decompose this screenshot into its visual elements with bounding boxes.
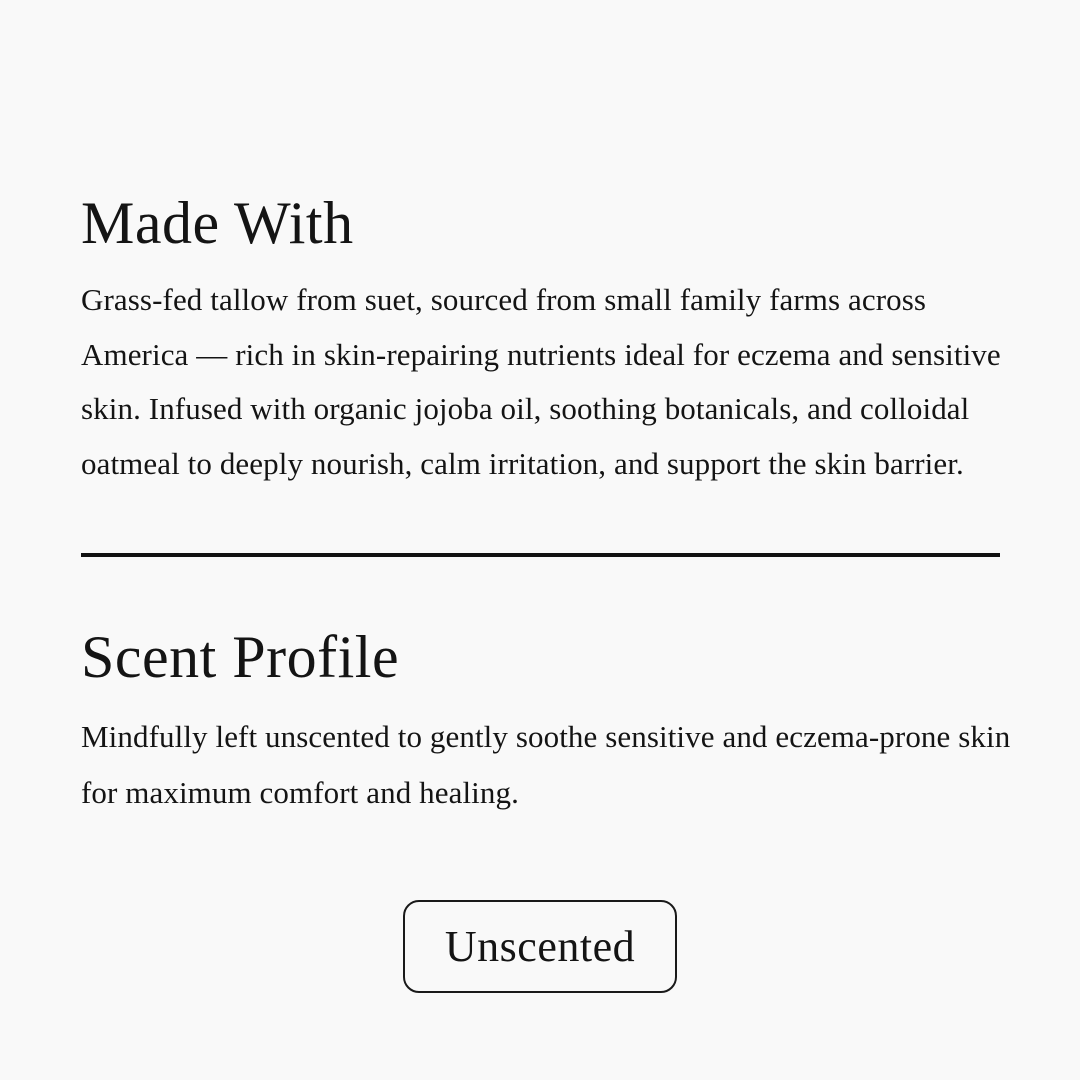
section-divider [81,553,1000,557]
scent-profile-description: Mindfully left unscented to gently soothe sensitive and eczema-prone skin for maximum comfort and healing. [81,719,1011,810]
scent-profile-title: Scent Profile [81,624,400,690]
made-with-description: Grass-fed tallow from suet, sourced from small family farms across America — rich in skin-repairing nutrients ideal for eczema and sensitive skin. Infused with organic jojoba oil, soothing botanicals, and colloidal oatmeal to deeply nourish, calm irritation, and support the skin barrier. [81,282,1001,481]
made-with-title: Made With [81,190,354,256]
scent-badge: Unscented [403,900,677,993]
